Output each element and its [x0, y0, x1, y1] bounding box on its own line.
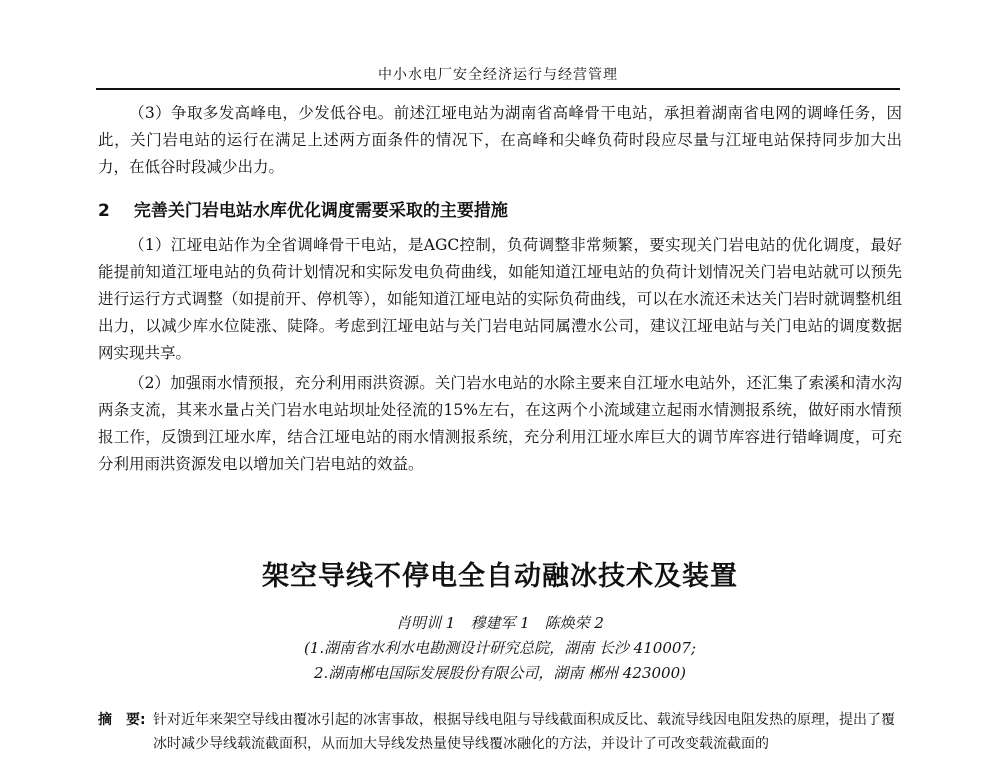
paragraph-peak-power	[98, 100, 902, 181]
section-title: 完善关门岩电站水库优化调度需要采取的主要措施	[133, 201, 508, 221]
affiliation-1: (1.湖南省水利水电勘测设计研究总院，湖南 长沙 410007;	[303, 639, 697, 657]
abstract-text: 针对近年来架空导线由覆冰引起的冰害事故，根据导线电阻与导线截面积成反比、载流导线因电阻发热的原理，提出了覆冰时减少导线载流截面积，从而加大导线发热量使导线覆冰融化的方法，并设计了可改变载流截面的	[153, 712, 895, 752]
abstract	[98, 708, 902, 756]
abstract-label: 摘 要:	[98, 712, 146, 728]
header-rule	[96, 88, 900, 90]
paragraph-agc-dispatch	[98, 232, 902, 367]
paragraph-text: （1）江垭电站作为全省调峰骨干电站，是AGC控制，负荷调整非常频繁，要实现关门岩电站的优化调度，最好能提前知道江垭电站的负荷计划情况和实际发电负荷曲线，如能知道江垭电站的负荷计划情况关门岩电站就可以预先进行运行方式调整（如提前开、停机等），如能知道江垭电站的实际负荷曲线，可以在水流还未达关门岩时就调整机组出力，以减少库水位陡涨、陡降。考虑到江垭电站与关门岩电站同属澧水公司，建议江垭电站与关门电站的调度数据网实现共享。	[98, 236, 902, 362]
running-header: 中小水电厂安全经济运行与经营管理	[378, 67, 618, 83]
section-number: 2	[98, 201, 110, 221]
article-title: 架空导线不停电全自动融冰技术及装置	[262, 561, 738, 592]
paragraph-rain-forecast	[98, 370, 902, 478]
article-authors: 肖明训 1 穆建军 1 陈焕荣 2	[396, 614, 604, 632]
paragraph-text: （2）加强雨水情预报，充分利用雨洪资源。关门岩水电站的水除主要来自江垭水电站外，还汇集了索溪和清水沟两条支流，其来水量占关门岩水电站坝址处径流的15%左右，在这两个小流域建立起雨水情测报系统，做好雨水情预报工作，反馈到江垭水库，结合江垭电站的雨水情测报系统，充分利用江垭水库巨大的调节库容进行错峰调度，可充分利用雨洪资源发电以增加关门岩电站的效益。	[98, 374, 902, 473]
affiliation-2: 2.湖南郴电国际发展股份有限公司，湖南 郴州 423000)	[314, 664, 686, 682]
paragraph-text: （3）争取多发高峰电，少发低谷电。前述江垭电站为湖南省高峰骨干电站，承担着湖南省电网的调峰任务，因此，关门岩电站的运行在满足上述两方面条件的情况下，在高峰和尖峰负荷时段应尽量与江垭电站保持同步加大出力，在低谷时段减少出力。	[98, 104, 902, 176]
section-heading	[98, 196, 898, 221]
